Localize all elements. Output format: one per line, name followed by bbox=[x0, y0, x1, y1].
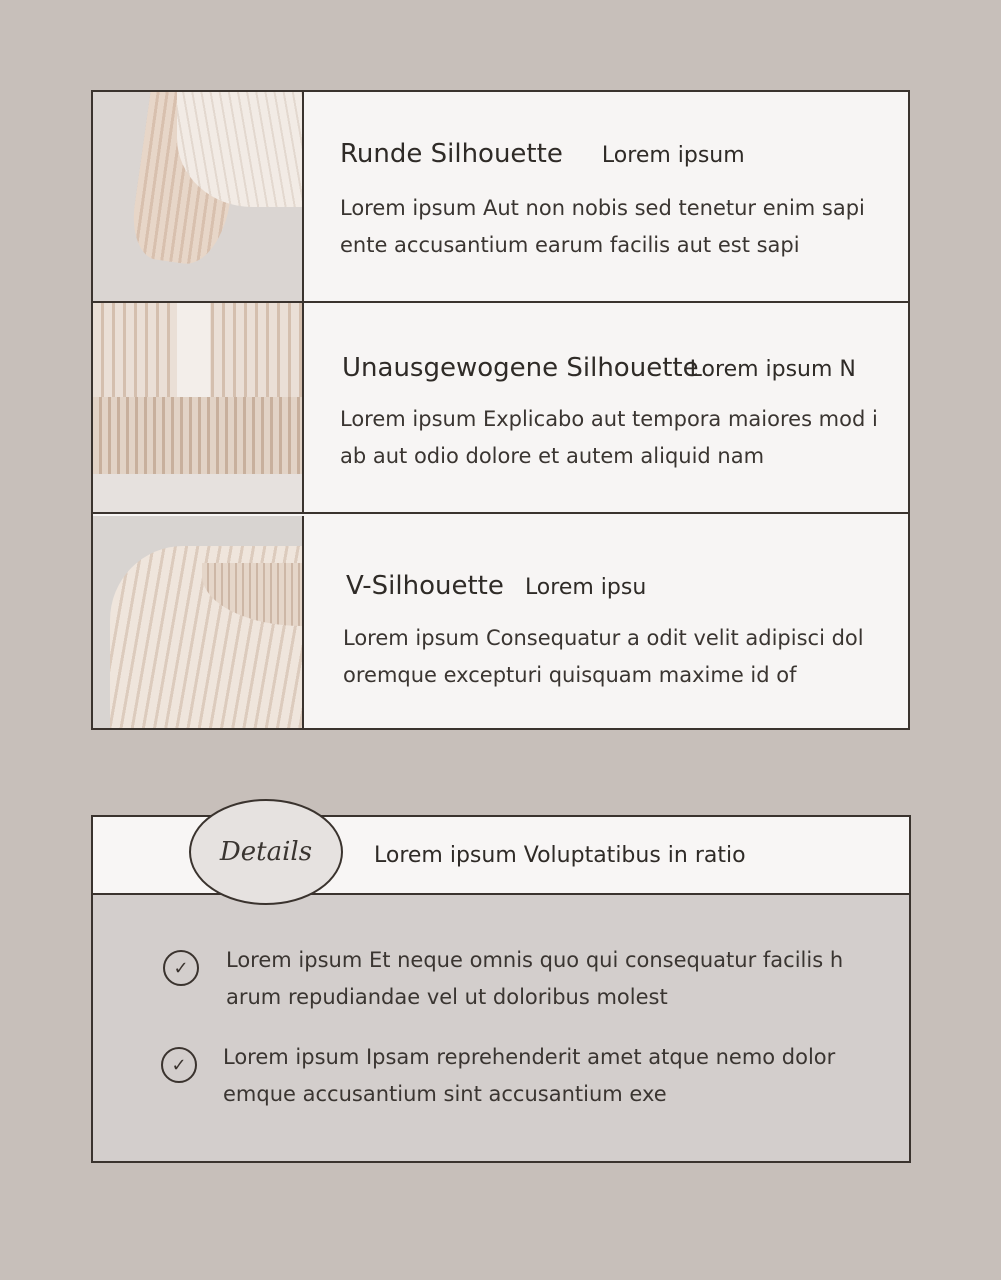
row-title: V-Silhouette bbox=[346, 571, 504, 601]
check-circle-icon: ✓ bbox=[163, 950, 199, 986]
row-subtitle: Lorem ipsu bbox=[524, 575, 647, 600]
row-subtitle: Lorem ipsum N bbox=[689, 357, 856, 382]
silhouette-row-round bbox=[93, 92, 908, 303]
sweater-sleeve-photo bbox=[93, 92, 304, 301]
silhouette-row-v bbox=[93, 516, 908, 728]
row-text-cell bbox=[304, 303, 908, 512]
details-item-text: Lorem ipsum Ipsam reprehenderit amet atque nemo dolor emque accusantium sint accusantium exe bbox=[223, 1045, 836, 1106]
row-subtitle: Lorem ipsum bbox=[601, 143, 745, 168]
sweater-neckline-photo bbox=[93, 516, 304, 728]
details-item-text: Lorem ipsum Et neque omnis quo qui consequatur facilis h arum repudiandae vel ut doloribus molest bbox=[226, 948, 844, 1009]
row-description: Lorem ipsum Aut non nobis sed tenetur enim sapi ente accusantium earum facilis aut est sapi bbox=[340, 196, 865, 257]
row-title: Runde Silhouette bbox=[340, 139, 563, 169]
silhouette-row-unbalanced bbox=[93, 303, 908, 514]
row-description: Lorem ipsum Consequatur a odit velit adipisci dol oremque excepturi quisquam maxime id of bbox=[343, 626, 864, 687]
row-text-cell bbox=[304, 92, 908, 301]
sweater-hem-photo bbox=[93, 303, 304, 512]
row-title: Unausgewogene Silhouette bbox=[342, 353, 699, 383]
details-title: Lorem ipsum Voluptatibus in ratio bbox=[374, 843, 746, 868]
check-circle-icon: ✓ bbox=[161, 1047, 197, 1083]
row-description: Lorem ipsum Explicabo aut tempora maiores mod i ab aut odio dolore et autem aliquid nam bbox=[340, 407, 878, 468]
row-text-cell bbox=[304, 516, 908, 728]
silhouette-table bbox=[91, 90, 910, 730]
details-badge-label: Details bbox=[219, 837, 313, 867]
details-badge bbox=[189, 799, 343, 905]
